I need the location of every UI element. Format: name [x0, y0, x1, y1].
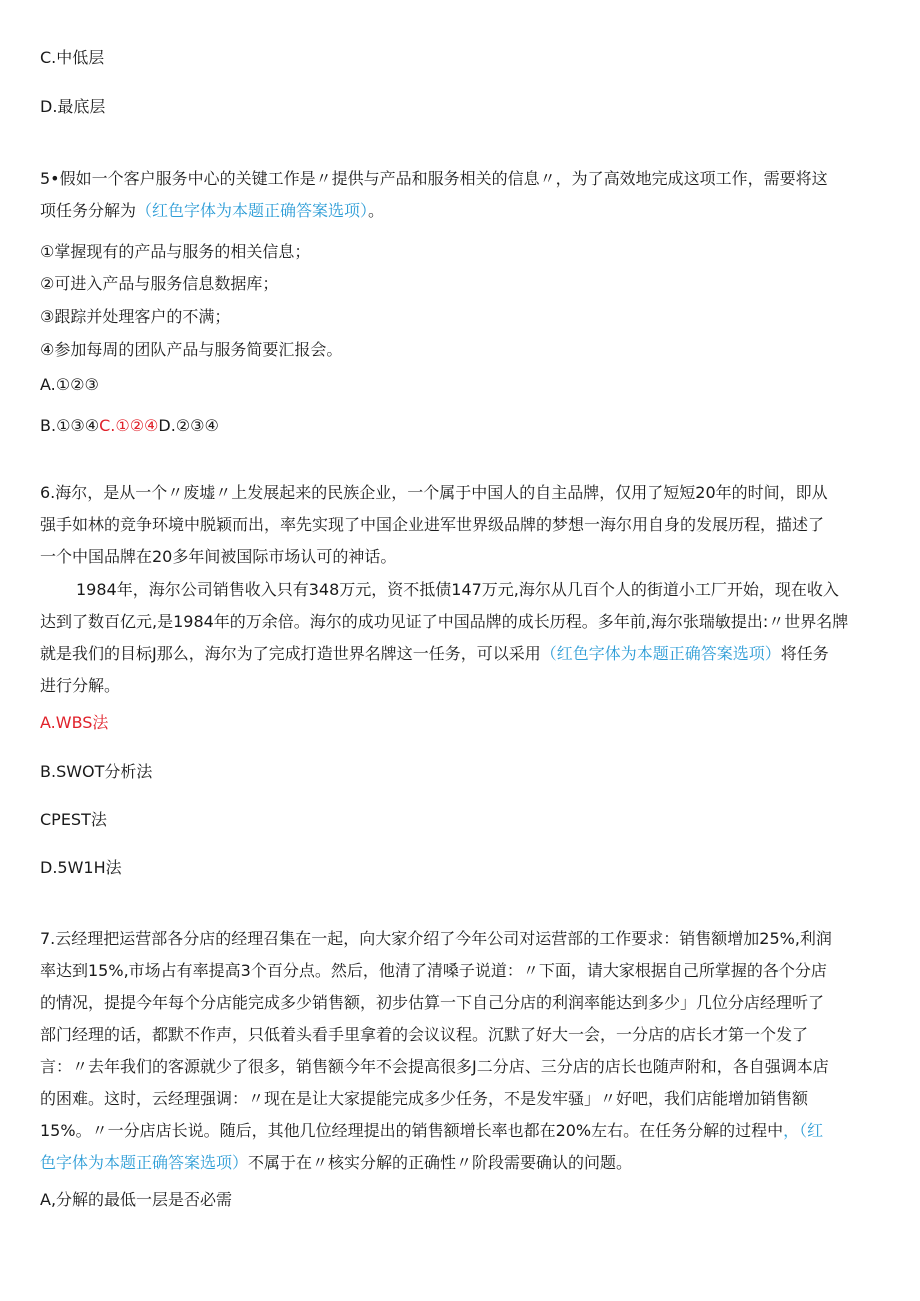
q5-item-1: ①掌握现有的产品与服务的相关信息； [40, 242, 311, 261]
q6-stem-line2: 强手如林的竞争环境中脱颖而出，率先实现了中国企业进军世界级品牌的梦想一海尔用自身的发展历程，描述了 [40, 515, 825, 534]
q6-stem-text: 就是我们的目标J那么，海尔为了完成打造世界名牌这一任务，可以采用 [40, 644, 541, 663]
q6-stem-line7: 进行分解。 [40, 676, 121, 695]
q7-answer-hint-start: ，（红 [783, 1121, 824, 1140]
q5-stem-text: 项任务分解为 [40, 201, 137, 220]
q7-stem-line7 [40, 1119, 823, 1143]
q6-answer-hint: （红色字体为本题正确答案选项） [540, 644, 781, 663]
q7-stem-line8 [40, 1151, 632, 1175]
q6-stem-line5: 达到了数百亿元,是1984年的万余倍。海尔的成功见证了中国品牌的成长历程。多年前,海尔张瑞敏提出:〃世界名牌 [40, 612, 849, 631]
q6-option-a-correct: A.WBS法 [40, 713, 109, 732]
q7-stem-cont: 不属于在〃核实分解的正确性〃阶段需要确认的问题。 [248, 1153, 633, 1172]
q6-stem-line6 [40, 642, 829, 666]
q6-stem-line4: 1984年，海尔公司销售收入只有348万元，资不抵债147万元,海尔从几百个人的街道小工厂开始，现在收入 [76, 580, 839, 599]
q7-stem-line4: 部门经理的话，都默不作声，只低着头看手里拿着的会议议程。沉默了好大一会，一分店的店长才第一个发了 [40, 1025, 809, 1044]
q6-option-b: B.SWOT分析法 [40, 762, 153, 781]
q5-option-c-correct: C.①②④ [99, 416, 159, 435]
q7-stem-line2: 率达到15%,市场占有率提高3个百分点。然后，他清了清嗓子说道：〃下面，请大家根据自己所掌握的各个分店 [40, 961, 827, 980]
q7-stem-text: 15%。〃一分店店长说。随后，其他几位经理提出的销售额增长率也都在20%左右。在任务分解的过程中 [40, 1121, 784, 1140]
prev-option-d: D.最底层 [40, 97, 106, 116]
q5-stem-end: 。 [368, 201, 385, 220]
q6-stem-cont: 将任务 [780, 644, 829, 663]
q5-option-a: A.①②③ [40, 375, 99, 394]
q7-option-a: A,分解的最低一层是否必需 [40, 1190, 233, 1209]
q5-answer-hint: （红色字体为本题正确答案选项） [136, 201, 369, 220]
q7-stem-line1: 7.云经理把运营部各分店的经理召集在一起，向大家介绍了今年公司对运营部的工作要求：销售额增加25%,利润 [40, 929, 832, 948]
q6-stem-line3: 一个中国品牌在20多年间被国际市场认可的神话。 [40, 547, 397, 566]
q5-item-4: ④参加每周的团队产品与服务简要汇报会。 [40, 340, 343, 359]
q7-stem-line6: 的困难。这时，云经理强调：〃现在是让大家提能完成多少任务，不是发牢骚」〃好吧，我们店能增加销售额 [40, 1089, 809, 1108]
q6-option-d: D.5W1H法 [40, 858, 122, 877]
prev-option-c: C.中低层 [40, 48, 105, 67]
q5-stem-line2 [40, 199, 384, 223]
q6-stem-line1: 6.海尔，是从一个〃废墟〃上发展起来的民族企业，一个属于中国人的自主品牌，仅用了短短20年的时间，即从 [40, 483, 828, 502]
q5-item-2: ②可进入产品与服务信息数据库； [40, 274, 279, 293]
q7-stem-line3: 的情况，提提今年每个分店能完成多少销售额，初步估算一下自己分店的利润率能达到多少」几位分店经理听了 [40, 993, 825, 1012]
q6-option-c: CPEST法 [40, 810, 107, 829]
q5-options-bcd [40, 414, 219, 438]
q5-stem-line1: 5•假如一个客户服务中心的关键工作是〃提供与产品和服务相关的信息〃，为了高效地完成这项工作，需要将这 [40, 169, 828, 188]
q7-answer-hint-end: 色字体为本题正确答案选项） [40, 1153, 249, 1172]
q5-option-b: B.①③④ [40, 416, 100, 435]
q5-item-3: ③跟踪并处理客户的不满； [40, 307, 231, 326]
q5-option-d: D.②③④ [158, 416, 219, 435]
q7-stem-line5: 言：〃去年我们的客源就少了很多，销售额今年不会提高很多J二分店、三分店的店长也随声附和，各自强调本店 [40, 1057, 829, 1076]
